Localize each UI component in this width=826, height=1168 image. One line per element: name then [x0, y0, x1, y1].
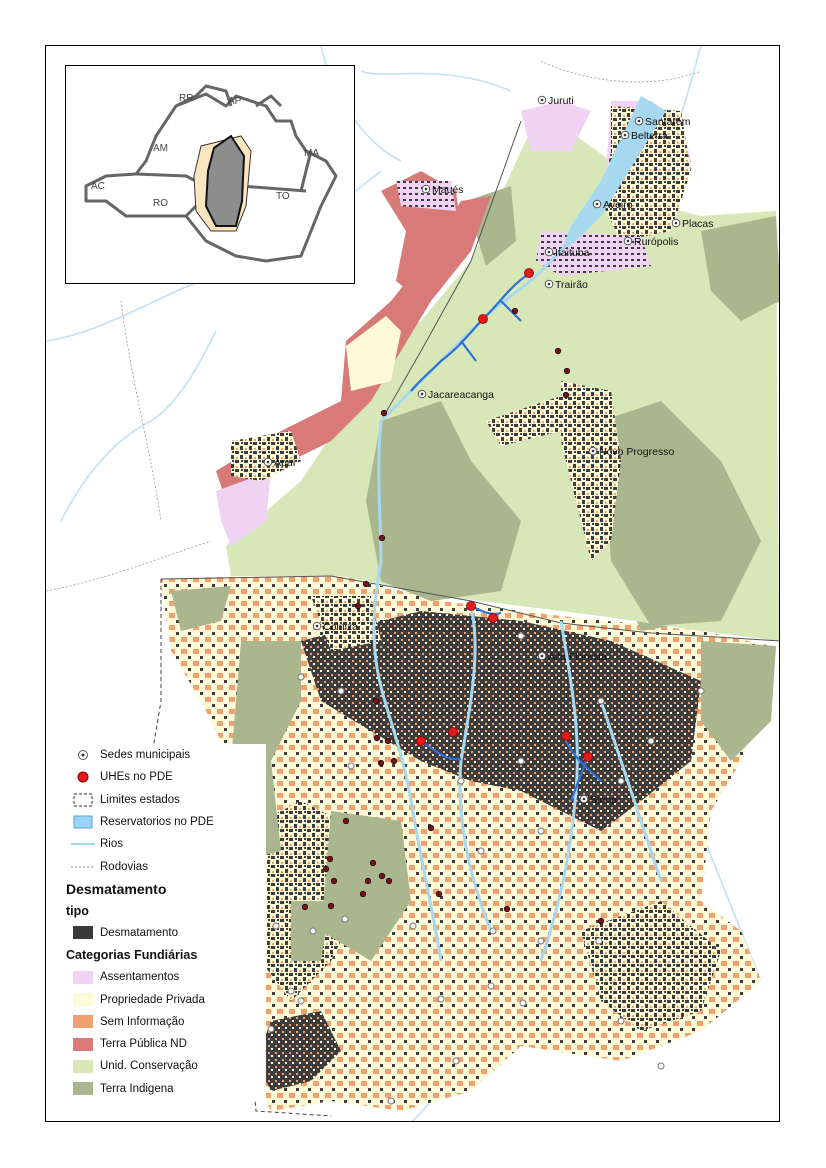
inset-svg	[66, 66, 353, 282]
legend-item	[66, 789, 266, 811]
legend-deforestation-item	[66, 922, 266, 944]
legend-category-label: Unid. Conservação	[100, 1060, 198, 1073]
category-swatch	[73, 993, 93, 1006]
municipal-seat-center	[421, 393, 424, 396]
inset-state-label: AC	[91, 181, 105, 192]
deforestation-swatch	[73, 926, 93, 939]
legend-item-label: Sedes municipais	[100, 749, 191, 762]
municipal-seat-center	[627, 240, 630, 243]
category-swatch	[73, 1015, 93, 1028]
legend-category-item	[66, 1011, 266, 1033]
inset-state-label: RO	[153, 198, 168, 209]
city-jacareacanga	[418, 389, 494, 401]
city-label: Santarém	[645, 116, 691, 128]
legend-category-label: Terra Indigena	[100, 1082, 174, 1095]
municipal-seat-center	[596, 203, 599, 206]
legend-category-item	[66, 1055, 266, 1077]
legend-categories-title: Categorias Fundiárias	[66, 948, 198, 963]
city-label: Placas	[682, 218, 714, 230]
dashed-box-icon	[72, 792, 94, 808]
city-label: Maués	[432, 184, 464, 196]
legend-category-label: Assentamentos	[100, 971, 180, 984]
city-juruti	[538, 95, 573, 107]
reservoir-icon	[72, 814, 94, 830]
category-swatch	[73, 971, 93, 984]
city-label: Itaituba	[555, 247, 590, 259]
city-label: Apuí	[274, 457, 296, 469]
category-swatch	[73, 1082, 93, 1095]
municipal-seat-center	[316, 625, 319, 628]
city-novo-progresso	[589, 446, 674, 458]
seat-point-icon	[75, 747, 91, 763]
legend-item-label: Limites estados	[100, 793, 180, 806]
municipal-seat-center	[425, 188, 428, 191]
inset-locator-map	[65, 65, 355, 284]
municipal-seat-center	[267, 461, 270, 464]
municipal-seat-center	[548, 251, 551, 254]
map-legend	[66, 744, 266, 1100]
legend-item-label: Rios	[100, 838, 124, 851]
legend-item	[66, 744, 266, 766]
city-label: Alta Floresta	[548, 651, 607, 663]
legend-category-item	[66, 1033, 266, 1055]
municipal-seat-center	[541, 99, 544, 102]
legend-item	[66, 855, 266, 877]
category-swatch	[73, 1038, 93, 1051]
city-label: Aveiro	[603, 199, 633, 211]
legend-item-label: Rodovias	[100, 860, 148, 873]
inset-state-label: RR	[179, 93, 194, 104]
municipal-seat-center	[638, 120, 641, 123]
city-label: Jacareacanga	[428, 389, 494, 401]
city-label: Belterra	[631, 130, 668, 142]
legend-deforestation-label: Desmatamento	[100, 926, 178, 939]
legend-item	[66, 811, 266, 833]
municipal-seat-center	[541, 655, 544, 658]
inset-state-label: AM	[153, 143, 168, 154]
legend-category-label: Terra Pública ND	[100, 1038, 187, 1051]
legend-category-label: Propriedade Privada	[100, 993, 205, 1006]
river-line-icon	[70, 836, 96, 852]
legend-category-item	[66, 988, 266, 1010]
city-label: Trairão	[555, 279, 588, 291]
inset-state-label: TO	[276, 191, 290, 202]
road-line-icon	[70, 859, 96, 875]
municipal-seat-center	[583, 798, 586, 801]
inset-state-label: MA	[304, 148, 319, 159]
city-alta-floresta	[538, 651, 607, 663]
city-label: Juruti	[548, 95, 574, 107]
legend-symbol-items	[66, 744, 266, 878]
city-label: Rurópolis	[634, 236, 679, 248]
legend-category-item	[66, 966, 266, 988]
legend-category-label: Sem Informação	[100, 1015, 185, 1028]
legend-item-label: UHEs no PDE	[100, 771, 173, 784]
legend-item	[66, 833, 266, 855]
legend-deforestation-title: Desmatamento	[66, 880, 167, 897]
legend-item-label: Reservatorios no PDE	[100, 816, 214, 829]
category-swatch	[73, 1060, 93, 1073]
city-label: Novo Progresso	[599, 446, 675, 458]
municipal-seat-center	[548, 283, 551, 286]
legend-category-items	[66, 966, 266, 1100]
city-label: Colniza	[323, 621, 359, 633]
legend-deforestation-subtitle: tipo	[66, 903, 89, 918]
municipal-seat-center	[624, 134, 627, 137]
inset-state-label: AP	[228, 96, 242, 107]
municipal-seat-center	[675, 222, 678, 225]
city-label: Sinop	[590, 794, 617, 806]
uhe-dot-icon	[75, 769, 91, 785]
municipal-seat-center	[592, 450, 595, 453]
legend-category-item	[66, 1078, 266, 1100]
legend-item	[66, 766, 266, 788]
